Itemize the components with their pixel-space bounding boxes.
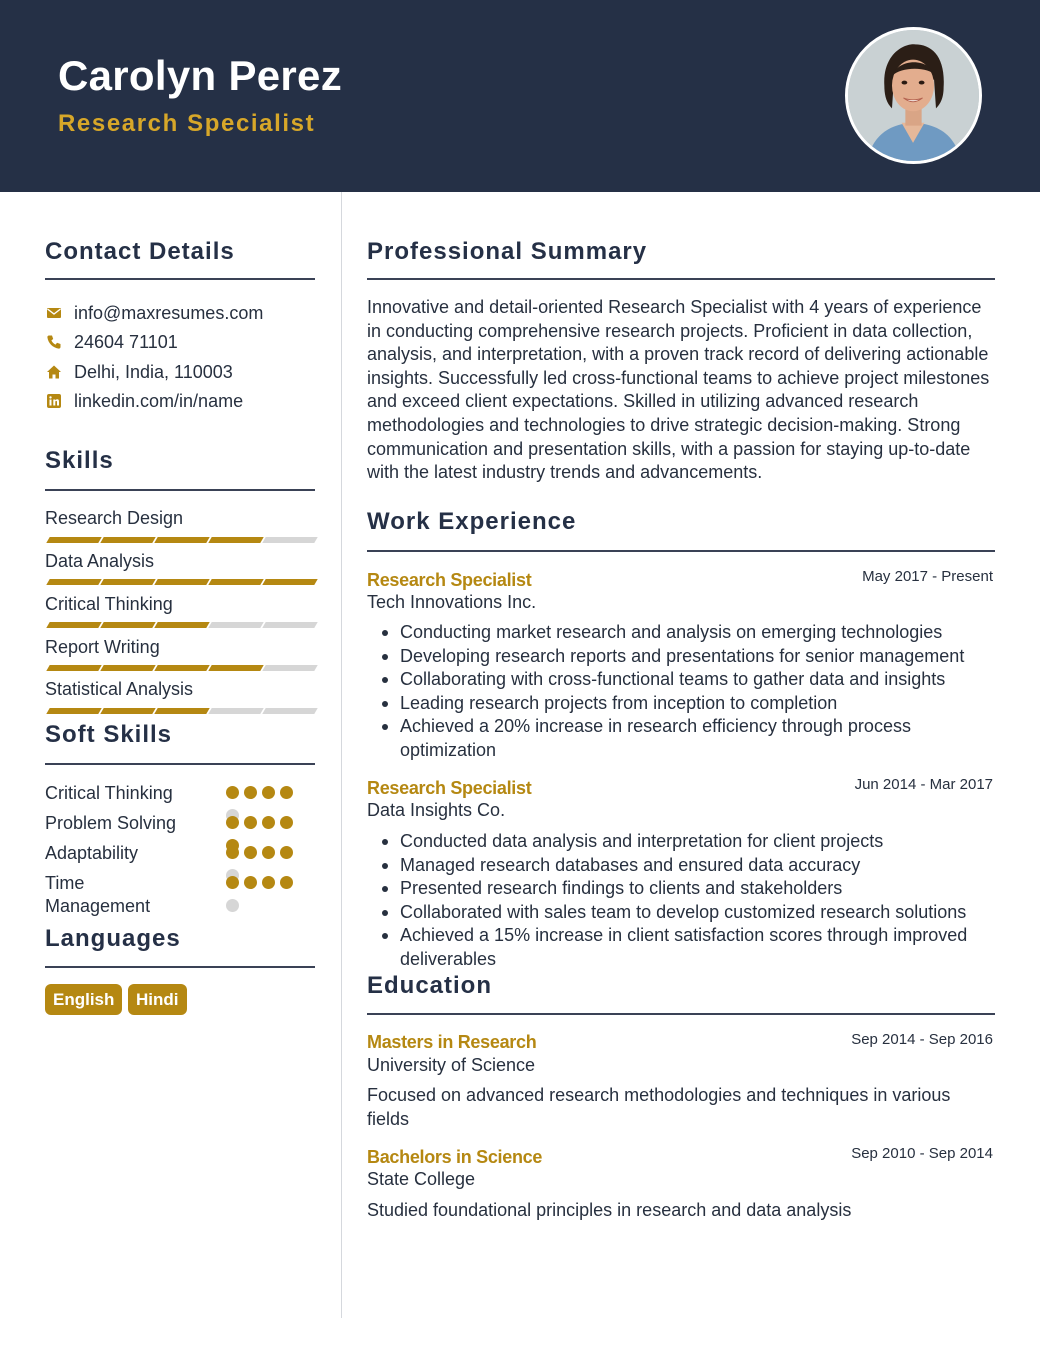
phone-icon [45,333,63,351]
skill-bar [45,708,315,715]
skill-segment-filled [100,665,155,671]
resume-header [0,0,1040,192]
job-bullet: Achieved a 15% increase in client satisfaction scores through improved deliverables [400,924,996,971]
skill-segment-filled [208,665,263,671]
skill-segment-empty [262,665,317,671]
skill-name: Report Writing [45,637,160,657]
education-rule [367,1013,995,1015]
job-bullet: Developing research reports and presentations for senior management [400,645,996,669]
rating-dot-filled [226,876,239,889]
experience-rule [367,550,995,552]
contact-location [45,361,233,383]
job-bullet: Conducted data analysis and interpretation for client projects [400,830,996,854]
skill-segment-filled [46,708,101,714]
skills-heading: Skills [45,447,114,474]
rating-dot-filled [244,876,257,889]
rating-dot-filled [262,876,275,889]
skill-segment-empty [262,708,317,714]
job-bullet: Achieved a 20% increase in research efficiency through process optimization [400,715,996,762]
skill-segment-filled [154,537,209,543]
rating-dot-filled [280,786,293,799]
skill-segment-filled [100,579,155,585]
soft-skill-name: Adaptability [45,843,139,863]
contact-email-text[interactable]: info@maxresumes.com [74,302,264,323]
contact-linkedin [45,390,243,412]
job-bullet: Presented research findings to clients and stakeholders [400,877,996,901]
job-role: Research Specialist [367,778,532,798]
candidate-name: Carolyn Perez [58,52,343,99]
skill-segment-empty [208,708,263,714]
language-badge: English [45,984,122,1015]
skill-name: Data Analysis [45,551,155,571]
school-name: State College [367,1169,476,1189]
rating-dot-filled [280,816,293,829]
skill-segment-filled [100,537,155,543]
rating-dot-filled [262,816,275,829]
job-bullets [400,621,996,762]
job-bullet: Collaborating with cross-functional teams to gather data and insights [400,668,996,692]
skill-bar [45,537,315,544]
skill-segment-filled [208,579,263,585]
education-heading: Education [367,972,493,999]
degree-title: Masters in Research [367,1032,537,1052]
rating-dot-filled [244,786,257,799]
candidate-title: Research Specialist [58,110,316,137]
contact-phone [45,331,178,353]
skill-segment-filled [100,708,155,714]
skill-bar [45,622,315,629]
job-company: Data Insights Co. [367,800,506,820]
job-dates: May 2017 - Present [862,568,993,585]
rating-dot-filled [280,846,293,859]
skill-segment-filled [46,579,101,585]
summary-rule [367,278,995,280]
rating-dot-filled [226,816,239,829]
skill-segment-filled [262,579,317,585]
rating-dot-empty [226,899,239,912]
skill-bar [45,579,315,586]
skill-name: Statistical Analysis [45,679,194,699]
skill-segment-filled [46,622,101,628]
summary-heading: Professional Summary [367,238,648,265]
soft-skill-name: Time Management [45,873,151,916]
summary-text: Innovative and detail-oriented Research Specialist with 4 years of experience in conducting comprehensive research projects. Proficient in data collection, analysis, and interpretation, with a proven track record of delivering actionable insights. Successfully led cross-functional teams to achieve project milestones and exceed client expectations. Skilled in utilizing advanced research methodologies and technologies to drive strategic decision-making. Strong communication and presentation skills, with a passion for staying up-to-date with the latest industry trends and advancements. [367,297,990,483]
linkedin-icon [45,392,63,410]
rating-dot-filled [280,876,293,889]
skill-segment-filled [46,665,101,671]
rating-dot-filled [226,786,239,799]
soft-skill-name: Critical Thinking [45,783,173,803]
skill-segment-filled [154,708,209,714]
contact-rule [45,278,315,280]
job-bullet: Leading research projects from inception to completion [400,692,996,716]
skill-segment-filled [46,537,101,543]
degree-dates: Sep 2010 - Sep 2014 [851,1145,993,1162]
degree-description: Focused on advanced research methodologies and techniques in various fields [367,1085,951,1129]
soft-skills-heading: Soft Skills [45,721,173,748]
job-bullet: Conducting market research and analysis on emerging technologies [400,621,996,645]
skill-segment-filled [208,537,263,543]
skill-segment-filled [100,622,155,628]
skill-name: Critical Thinking [45,594,173,614]
contact-heading: Contact Details [45,238,235,265]
skill-segment-empty [262,537,317,543]
skill-segment-empty [208,622,263,628]
language-badge: Hindi [128,984,187,1015]
contact-linkedin-text[interactable]: linkedin.com/in/name [74,390,244,411]
skill-bar [45,665,315,672]
contact-phone-text[interactable]: 24604 71101 [74,331,178,352]
job-company: Tech Innovations Inc. [367,592,537,612]
contact-email [45,302,263,324]
job-bullet: Collaborated with sales team to develop customized research solutions [400,901,996,925]
experience-heading: Work Experience [367,508,577,535]
rating-dot-filled [226,846,239,859]
soft-skill-name: Problem Solving [45,813,177,833]
job-role: Research Specialist [367,570,532,590]
mail-icon [45,304,63,322]
skill-segment-empty [262,622,317,628]
contact-location-text: Delhi, India, 110003 [74,361,233,382]
job-bullet: Managed research databases and ensured data accuracy [400,854,996,878]
skills-rule [45,489,315,491]
degree-dates: Sep 2014 - Sep 2016 [851,1031,993,1048]
languages-rule [45,966,315,968]
rating-dot-filled [244,846,257,859]
home-icon [45,363,63,381]
degree-title: Bachelors in Science [367,1147,543,1167]
rating-dot-filled [262,846,275,859]
rating-dot-filled [262,786,275,799]
rating-dot-filled [244,816,257,829]
skill-segment-filled [154,665,209,671]
profile-photo-illustration [848,30,979,161]
job-bullets [400,830,996,971]
languages-heading: Languages [45,925,181,952]
skill-name: Research Design [45,508,184,528]
job-dates: Jun 2014 - Mar 2017 [854,776,993,793]
degree-description: Studied foundational principles in research and data analysis [367,1200,852,1220]
column-divider [341,192,342,1318]
profile-photo [845,27,982,164]
skill-segment-filled [154,622,209,628]
soft-skills-rule [45,763,315,765]
school-name: University of Science [367,1055,536,1075]
skill-segment-filled [154,579,209,585]
